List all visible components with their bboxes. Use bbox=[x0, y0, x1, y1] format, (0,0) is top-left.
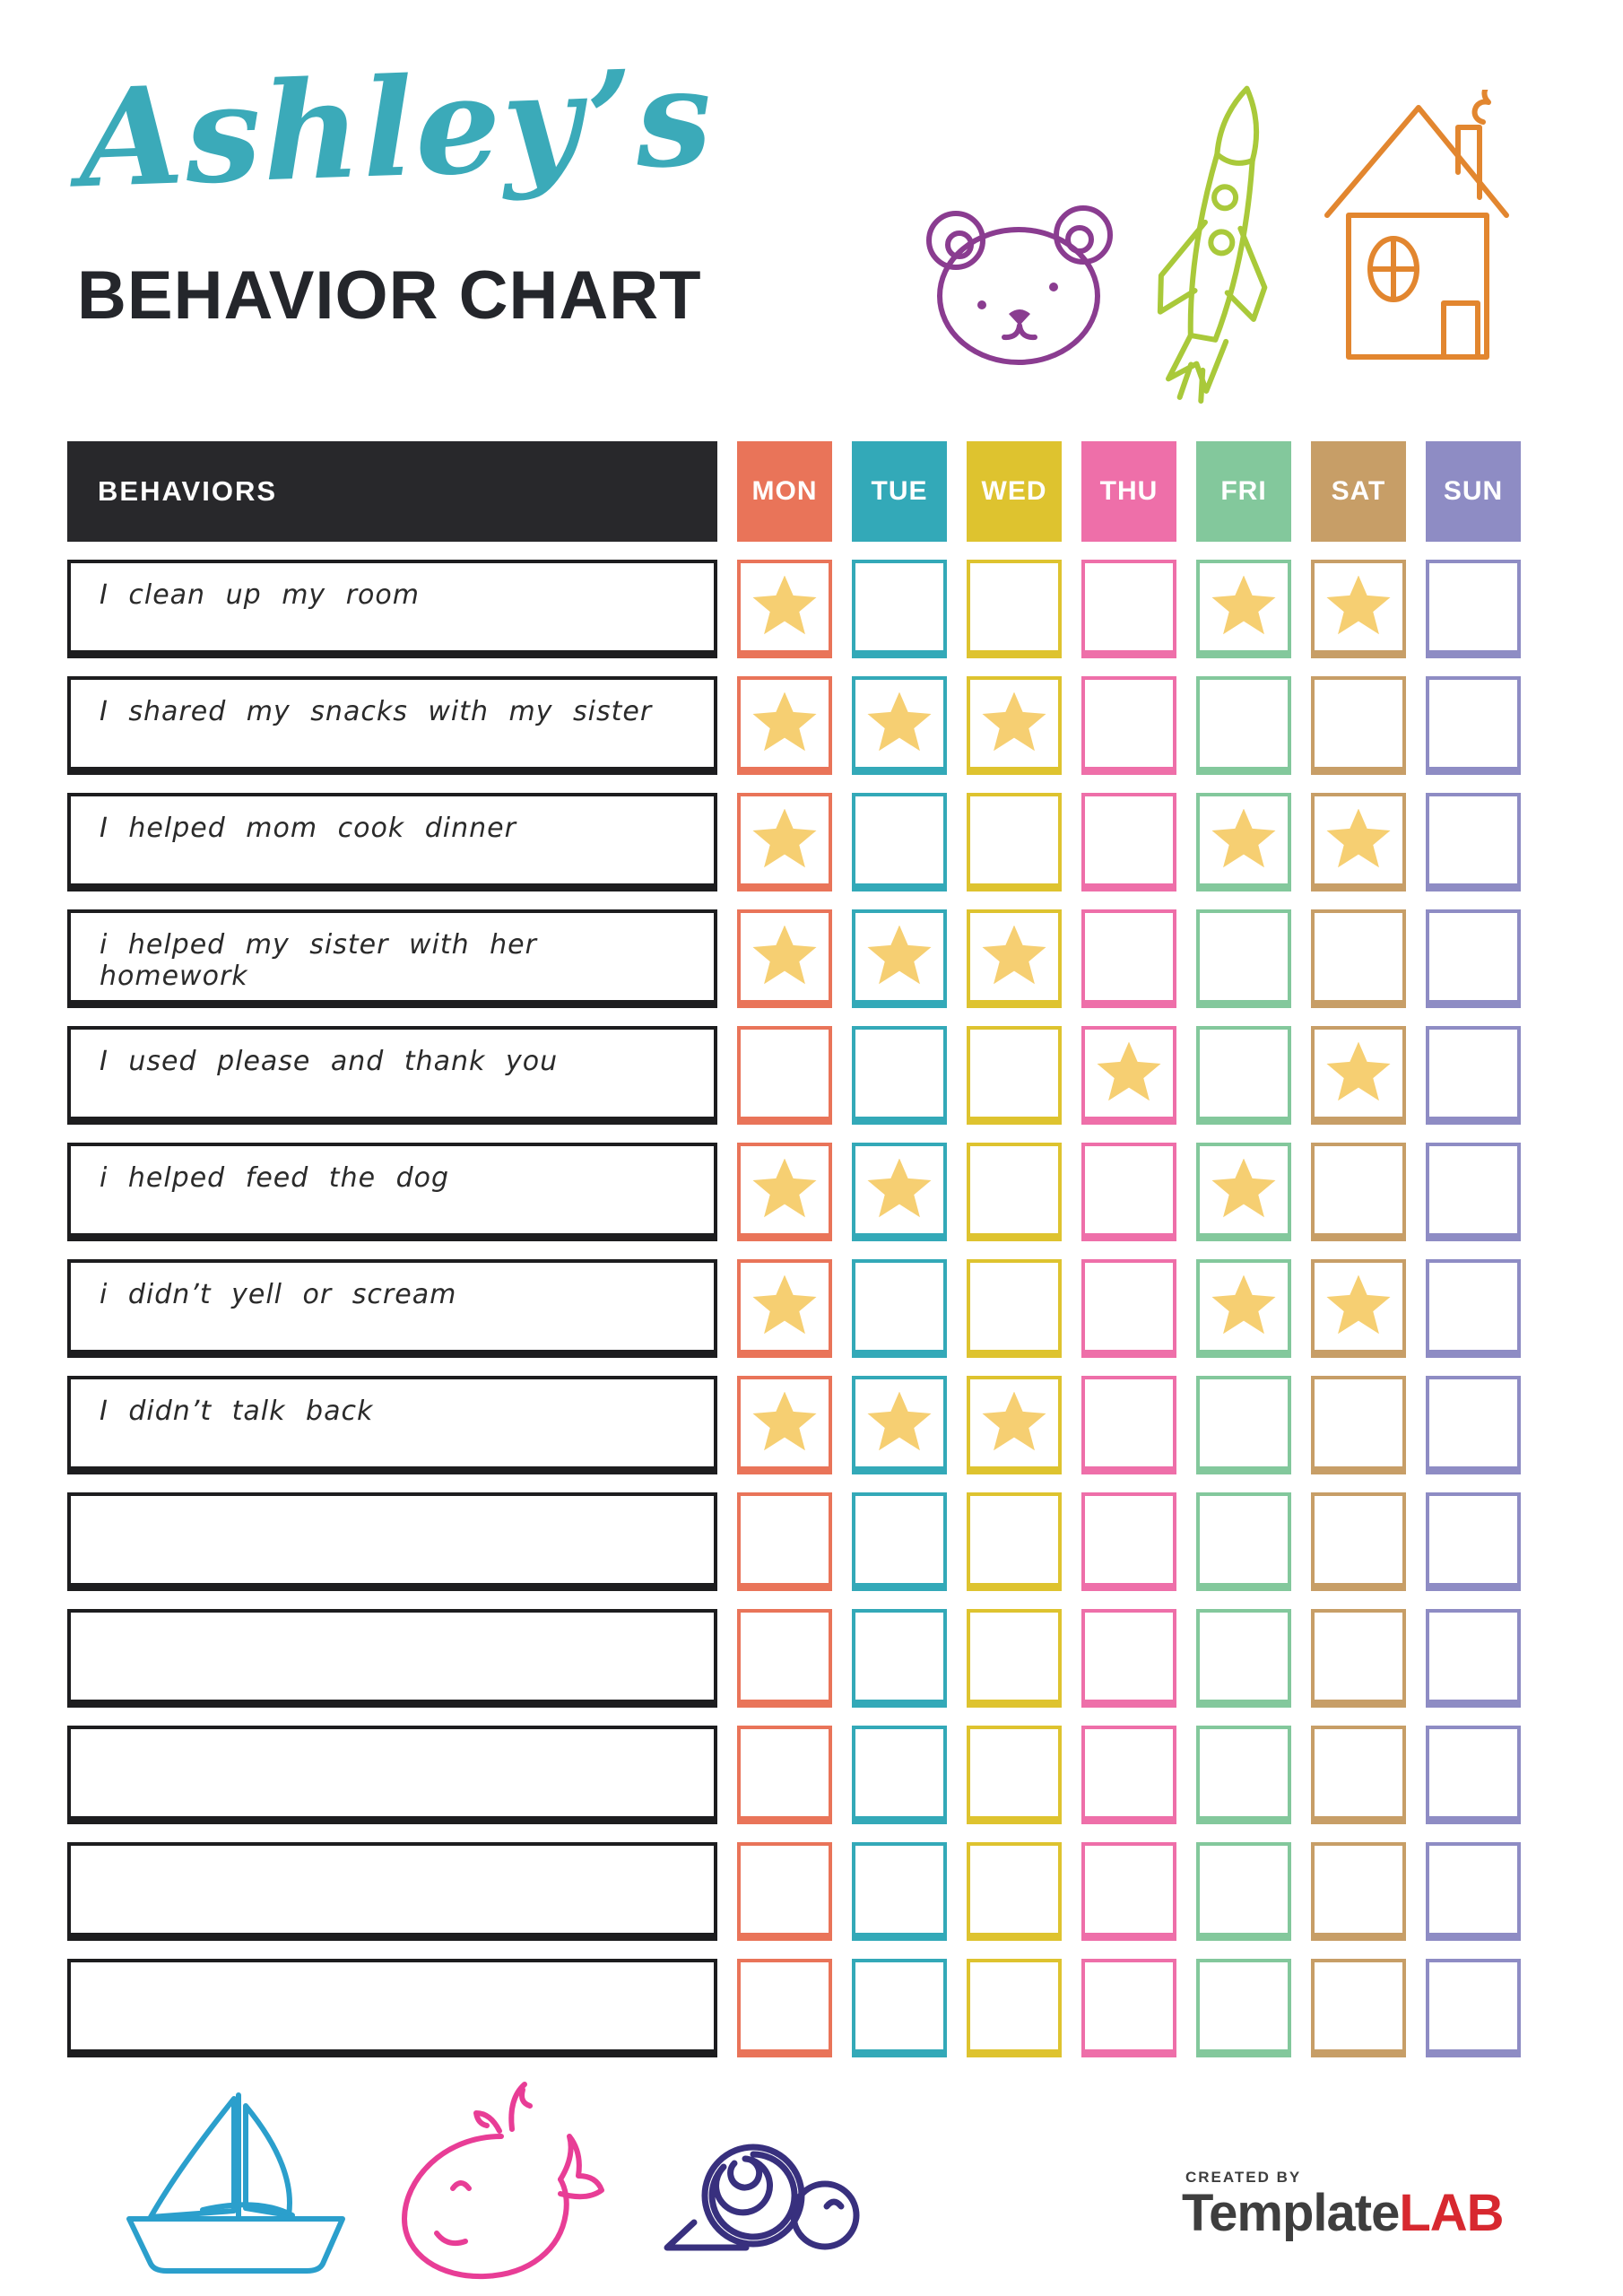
child-name-title: Ashley’s bbox=[76, 38, 716, 219]
day-cell-tue bbox=[852, 1143, 947, 1241]
day-cell-tue bbox=[852, 1726, 947, 1824]
day-cell-thu bbox=[1081, 1842, 1176, 1941]
rocket-icon bbox=[1132, 77, 1307, 411]
day-cell-fri bbox=[1196, 1143, 1291, 1241]
star-icon bbox=[1211, 1275, 1277, 1338]
day-cell-tue bbox=[852, 1959, 947, 2057]
day-cell-sun bbox=[1426, 1726, 1521, 1824]
day-header-sun: SUN bbox=[1426, 441, 1521, 542]
day-cell-wed bbox=[967, 1259, 1062, 1358]
star-icon bbox=[981, 1392, 1047, 1455]
day-cell-sat bbox=[1311, 1026, 1406, 1125]
created-by-label: CREATED BY bbox=[1185, 2169, 1302, 2186]
day-cell-wed bbox=[967, 560, 1062, 658]
day-cell-tue bbox=[852, 1842, 947, 1941]
star-icon bbox=[866, 1159, 933, 1222]
day-cell-fri bbox=[1196, 1726, 1291, 1824]
day-cell-sat bbox=[1311, 1143, 1406, 1241]
star-icon bbox=[751, 1159, 818, 1222]
day-cell-mon bbox=[737, 560, 832, 658]
day-cell-fri bbox=[1196, 560, 1291, 658]
brand-name bbox=[1182, 2184, 1504, 2242]
day-cell-tue bbox=[852, 560, 947, 658]
day-cell-wed bbox=[967, 1842, 1062, 1941]
day-cell-mon bbox=[737, 1143, 832, 1241]
day-cell-fri bbox=[1196, 1492, 1291, 1591]
day-header-tue: TUE bbox=[852, 441, 947, 542]
day-cell-tue bbox=[852, 909, 947, 1008]
star-icon bbox=[1325, 1042, 1392, 1105]
day-cell-tue bbox=[852, 1376, 947, 1474]
behavior-label bbox=[67, 1492, 717, 1591]
day-cell-thu bbox=[1081, 909, 1176, 1008]
behavior-label: I clean up my room bbox=[67, 560, 717, 658]
behavior-label: I shared my snacks with my sister bbox=[67, 676, 717, 775]
day-cell-tue bbox=[852, 676, 947, 775]
day-cell-sun bbox=[1426, 793, 1521, 891]
day-cell-thu bbox=[1081, 1259, 1176, 1358]
day-cell-mon bbox=[737, 1259, 832, 1358]
behavior-label: I didn’t talk back bbox=[67, 1376, 717, 1474]
star-icon bbox=[981, 692, 1047, 755]
day-header-fri: FRI bbox=[1196, 441, 1291, 542]
behavior-label: I used please and thank you bbox=[67, 1026, 717, 1125]
behavior-label: I helped mom cook dinner bbox=[67, 793, 717, 891]
star-icon bbox=[751, 926, 818, 988]
day-cell-mon bbox=[737, 1492, 832, 1591]
day-cell-sat bbox=[1311, 1842, 1406, 1941]
behavior-label: i didn’t yell or scream bbox=[67, 1259, 717, 1358]
templatelab-logo bbox=[1182, 2169, 1504, 2241]
day-cell-sun bbox=[1426, 1026, 1521, 1125]
day-cell-fri bbox=[1196, 909, 1291, 1008]
star-icon bbox=[866, 926, 933, 988]
day-cell-fri bbox=[1196, 676, 1291, 775]
day-cell-sun bbox=[1426, 676, 1521, 775]
day-cell-mon bbox=[737, 1959, 832, 2057]
day-header-wed: WED bbox=[967, 441, 1062, 542]
star-icon bbox=[751, 1392, 818, 1455]
behavior-label bbox=[67, 1842, 717, 1941]
star-icon bbox=[1211, 576, 1277, 639]
day-cell-fri bbox=[1196, 1842, 1291, 1941]
day-cell-mon bbox=[737, 676, 832, 775]
behaviors-column-header: BEHAVIORS bbox=[67, 441, 717, 542]
behavior-label: i helped my sister with her homework bbox=[67, 909, 717, 1008]
day-cell-tue bbox=[852, 1259, 947, 1358]
house-icon bbox=[1316, 90, 1526, 370]
star-icon bbox=[1096, 1042, 1162, 1105]
day-cell-mon bbox=[737, 1726, 832, 1824]
day-cell-mon bbox=[737, 1609, 832, 1708]
day-cell-sun bbox=[1426, 1959, 1521, 2057]
day-cell-sat bbox=[1311, 909, 1406, 1008]
day-cell-fri bbox=[1196, 1376, 1291, 1474]
star-icon bbox=[751, 809, 818, 872]
behavior-label bbox=[67, 1726, 717, 1824]
day-cell-thu bbox=[1081, 560, 1176, 658]
star-icon bbox=[1211, 1159, 1277, 1222]
day-cell-mon bbox=[737, 1026, 832, 1125]
teddy-bear-icon bbox=[916, 188, 1124, 366]
day-cell-thu bbox=[1081, 1492, 1176, 1591]
day-cell-wed bbox=[967, 793, 1062, 891]
day-header-mon: MON bbox=[737, 441, 832, 542]
behavior-grid bbox=[67, 441, 1521, 2057]
page-title: BEHAVIOR CHART bbox=[77, 257, 702, 334]
day-cell-wed bbox=[967, 1726, 1062, 1824]
day-cell-sat bbox=[1311, 676, 1406, 775]
day-cell-wed bbox=[967, 909, 1062, 1008]
day-cell-sun bbox=[1426, 1376, 1521, 1474]
snail-icon bbox=[647, 2117, 866, 2257]
day-cell-wed bbox=[967, 1143, 1062, 1241]
day-cell-sun bbox=[1426, 909, 1521, 1008]
star-icon bbox=[751, 576, 818, 639]
day-cell-fri bbox=[1196, 793, 1291, 891]
day-header-thu: THU bbox=[1081, 441, 1176, 542]
star-icon bbox=[981, 926, 1047, 988]
day-cell-thu bbox=[1081, 1026, 1176, 1125]
day-cell-wed bbox=[967, 1026, 1062, 1125]
star-icon bbox=[751, 1275, 818, 1338]
day-cell-sun bbox=[1426, 1259, 1521, 1358]
day-cell-sat bbox=[1311, 1609, 1406, 1708]
star-icon bbox=[751, 692, 818, 755]
day-cell-tue bbox=[852, 1609, 947, 1708]
sailboat-icon bbox=[115, 2083, 355, 2280]
day-cell-wed bbox=[967, 1376, 1062, 1474]
day-cell-tue bbox=[852, 793, 947, 891]
star-icon bbox=[1211, 809, 1277, 872]
day-cell-sat bbox=[1311, 1259, 1406, 1358]
day-cell-mon bbox=[737, 793, 832, 891]
day-cell-fri bbox=[1196, 1259, 1291, 1358]
day-cell-thu bbox=[1081, 1609, 1176, 1708]
day-cell-mon bbox=[737, 1842, 832, 1941]
day-cell-mon bbox=[737, 909, 832, 1008]
day-cell-thu bbox=[1081, 1376, 1176, 1474]
day-cell-sat bbox=[1311, 1376, 1406, 1474]
day-cell-fri bbox=[1196, 1609, 1291, 1708]
day-header-sat: SAT bbox=[1311, 441, 1406, 542]
whale-icon bbox=[381, 2070, 623, 2282]
day-cell-wed bbox=[967, 1492, 1062, 1591]
day-cell-sun bbox=[1426, 1609, 1521, 1708]
day-cell-sat bbox=[1311, 1959, 1406, 2057]
day-cell-fri bbox=[1196, 1959, 1291, 2057]
day-cell-sun bbox=[1426, 560, 1521, 658]
behavior-label bbox=[67, 1609, 717, 1708]
day-cell-thu bbox=[1081, 1726, 1176, 1824]
day-cell-sun bbox=[1426, 1143, 1521, 1241]
day-cell-sat bbox=[1311, 560, 1406, 658]
day-cell-sun bbox=[1426, 1492, 1521, 1591]
day-cell-fri bbox=[1196, 1026, 1291, 1125]
day-cell-mon bbox=[737, 1376, 832, 1474]
star-icon bbox=[1325, 576, 1392, 639]
star-icon bbox=[866, 1392, 933, 1455]
day-cell-thu bbox=[1081, 1959, 1176, 2057]
day-cell-sat bbox=[1311, 1726, 1406, 1824]
day-cell-thu bbox=[1081, 676, 1176, 775]
brand-part2: LAB bbox=[1399, 2184, 1504, 2242]
behavior-label: i helped feed the dog bbox=[67, 1143, 717, 1241]
star-icon bbox=[1325, 1275, 1392, 1338]
day-cell-thu bbox=[1081, 1143, 1176, 1241]
day-cell-wed bbox=[967, 1959, 1062, 2057]
behavior-label bbox=[67, 1959, 717, 2057]
star-icon bbox=[866, 692, 933, 755]
day-cell-wed bbox=[967, 1609, 1062, 1708]
day-cell-tue bbox=[852, 1026, 947, 1125]
day-cell-tue bbox=[852, 1492, 947, 1591]
day-cell-sat bbox=[1311, 793, 1406, 891]
star-icon bbox=[1325, 809, 1392, 872]
brand-part1: Template bbox=[1182, 2184, 1400, 2242]
day-cell-sat bbox=[1311, 1492, 1406, 1591]
day-cell-wed bbox=[967, 676, 1062, 775]
day-cell-thu bbox=[1081, 793, 1176, 891]
day-cell-sun bbox=[1426, 1842, 1521, 1941]
